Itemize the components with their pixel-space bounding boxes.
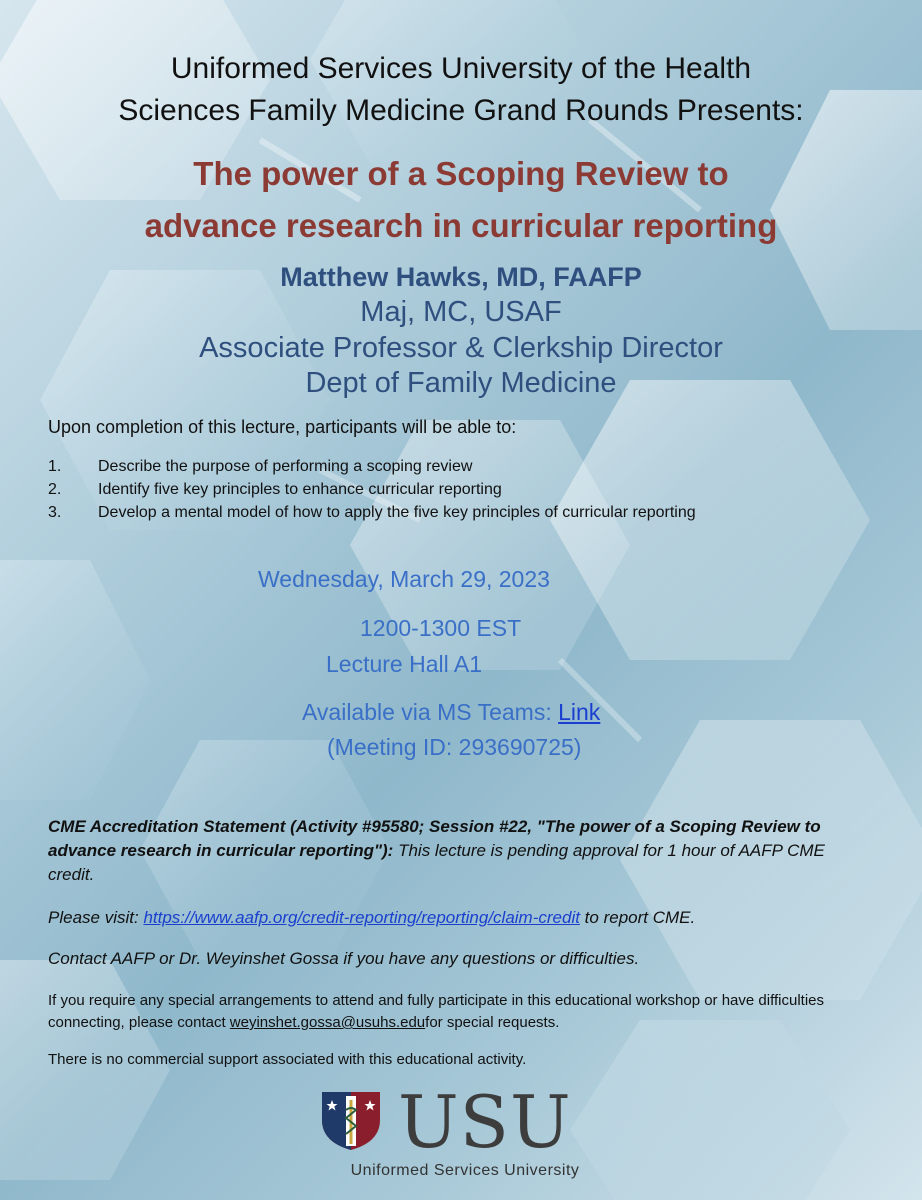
event-location: Lecture Hall A1 [326, 651, 482, 677]
event-date: Wednesday, March 29, 2023 [258, 566, 550, 592]
objective-text: Describe the purpose of performing a scoping review [98, 458, 473, 475]
teams-access [302, 699, 600, 726]
objective-number: 1. [48, 458, 62, 475]
usu-abbreviation: USU [398, 1080, 572, 1164]
speaker-department: Dept of Family Medicine [305, 367, 617, 399]
usu-logo [320, 1080, 610, 1183]
contact-email-link[interactable]: weyinshet.gossa@usuhs.edu [229, 1014, 426, 1031]
cme-statement-heading: CME Accreditation Statement (Activity #95580; Session #22, "The power of a Scoping Review to advance research in curricular reporting"): [48, 817, 821, 860]
objectives-intro: Upon completion of this lecture, participants will be able to: [48, 417, 517, 437]
cme-statement-body: This lecture is pending approval for 1 hour of AAFP CME credit. [48, 841, 825, 884]
talk-title-line-2: advance research in curricular reporting [144, 207, 778, 244]
talk-title-line-1: The power of a Scoping Review to [193, 155, 729, 192]
objective-number: 2. [48, 481, 62, 498]
speaker-rank: Maj, MC, USAF [360, 296, 562, 328]
cme-visit-suffix: to report CME. [579, 908, 696, 927]
cme-statement [48, 815, 848, 887]
cme-contact: Contact AAFP or Dr. Weyinshet Gossa if you have any questions or difficulties. [48, 949, 640, 968]
header-line-1: Uniformed Services University of the Health [170, 52, 752, 85]
teams-link[interactable]: Link [558, 699, 601, 725]
meeting-id: (Meeting ID: 293690725) [327, 734, 582, 760]
usu-full-name: Uniformed Services University [350, 1162, 580, 1179]
commercial-support-note: There is no commercial support associated with this educational activity. [48, 1051, 527, 1068]
speaker-name: Matthew Hawks, MD, FAAFP [280, 262, 642, 292]
usu-shield-icon [320, 1090, 382, 1152]
cme-visit [48, 906, 908, 930]
special-arrangements [48, 990, 868, 1034]
objective-item [48, 481, 868, 501]
speaker-position: Associate Professor & Clerkship Director [199, 332, 723, 364]
teams-label: Available via MS Teams: [302, 699, 559, 725]
cme-visit-label: Please visit: [48, 908, 144, 927]
objective-item [48, 504, 868, 524]
cme-claim-link[interactable]: https://www.aafp.org/credit-reporting/reporting/claim-credit [143, 908, 580, 927]
arrangements-suffix: for special requests. [425, 1014, 560, 1031]
arrangements-text: If you require any special arrangements to attend and fully participate in this educational workshop or have difficulties connecting, please contact [48, 992, 825, 1031]
objective-item [48, 458, 868, 478]
objective-text: Develop a mental model of how to apply the five key principles of curricular reporting [98, 504, 696, 521]
objective-text: Identify five key principles to enhance curricular reporting [98, 481, 502, 498]
event-time: 1200-1300 EST [360, 615, 522, 641]
header-line-2: Sciences Family Medicine Grand Rounds Presents: [118, 94, 804, 127]
objective-number: 3. [48, 504, 62, 521]
